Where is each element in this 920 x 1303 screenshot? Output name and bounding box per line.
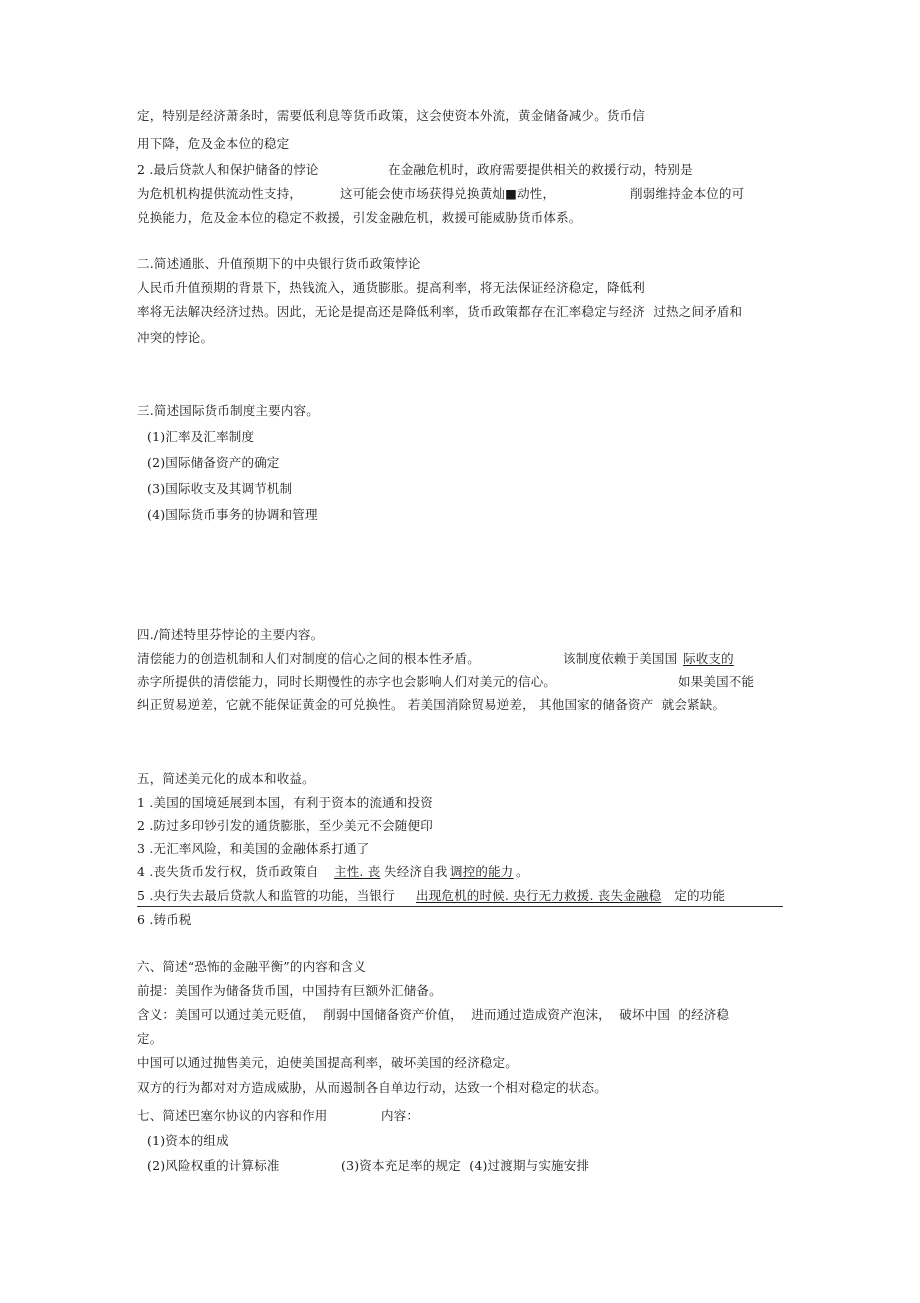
s5-heading: 五，简述美元化的成本和收益。 xyxy=(137,771,315,786)
s1-item-2-title: 2 .最后贷款人和保护储备的悖论 xyxy=(137,162,319,177)
s4-paragraph-line: 清偿能力的创造机制和人们对制度的信心之间的根本性矛盾。 xyxy=(137,651,480,666)
s2-paragraph-line: 率将无法解决经济过热。因此，无论是提高还是降低利率，货币政策都存在汇率稳定与经济 过热之间矛盾和 xyxy=(137,304,743,319)
s4-underlined-text: 际收支的 xyxy=(683,651,734,666)
s5-list-item: 1 .美国的国境延展到本国，有利于资本的流通和投资 xyxy=(137,795,433,810)
s6-paragraph-line: 双方的行为都对对方造成威胁，从而遏制各自单边行动，达致一个相对稳定的状态。 xyxy=(137,1080,607,1095)
s6-paragraph-line: 前提：美国作为储备货币国，中国持有巨额外汇储备。 xyxy=(137,983,442,998)
s7-list-item: (1)资本的组成 xyxy=(147,1133,229,1148)
s7-heading: 七、简述巴塞尔协议的内容和作用 xyxy=(137,1108,328,1123)
s1-item-2-text: 这可能会使市场获得兑换黄灿■动性， xyxy=(340,186,556,201)
s1-paragraph-line: 用下降，危及金本位的稳定 xyxy=(137,136,290,151)
horizontal-rule xyxy=(137,906,783,907)
s4-paragraph-line: 该制度依赖于美国国 xyxy=(563,651,678,666)
s5-list-item: 4 .丧失货币发行权，货币政策自 xyxy=(137,864,319,879)
s3-list-item: (3)国际收支及其调节机制 xyxy=(147,481,293,496)
s5-list-item: 定的功能 xyxy=(666,888,726,903)
s5-list-item: 。 xyxy=(516,864,529,879)
s7-list-item: (3)资本充足率的规定 (4)过渡期与实施安排 xyxy=(341,1158,590,1173)
s6-paragraph-line: 含义：美国可以通过美元贬值， 削弱中国储备资产价值， 进而通过造成资产泡沫， 破坏中国 的经济稳 xyxy=(137,1007,730,1022)
s3-heading: 三.简述国际货币制度主要内容。 xyxy=(137,403,319,418)
s3-list-item: (4)国际货币事务的协调和管理 xyxy=(147,507,318,522)
s1-item-2-text: 削弱维持金本位的可 xyxy=(630,186,745,201)
s1-item-2-text: 为危机机构提供流动性支持， xyxy=(137,186,303,201)
s6-heading: 六、简述“恐怖的金融平衡”的内容和含义 xyxy=(137,959,367,974)
s5-underlined-text: 出现危机的时候. 央行无力救援. 丧失金融稳 xyxy=(416,888,662,903)
s4-paragraph-line: 赤字所提供的清偿能力，同时长期慢性的赤字也会影响人们对美元的信心。 xyxy=(137,674,557,689)
s6-paragraph-line: 中国可以通过抛售美元，迫使美国提高利率，破坏美国的经济稳定。 xyxy=(137,1055,519,1070)
s7-content-label: 内容： xyxy=(381,1108,420,1123)
s2-paragraph-line: 人民币升值预期的背景下，热钱流入，通货膨胀。提高利率，将无法保证经济稳定，降低利 xyxy=(137,280,646,295)
s4-paragraph-line: 如果美国不能 xyxy=(678,674,755,689)
s6-paragraph-line: 定。 xyxy=(137,1031,163,1046)
s5-list-item: 5 .央行失去最后贷款人和监管的功能，当银行 xyxy=(137,888,395,903)
s5-list-item: 3 .无汇率风险，和美国的金融体系打通了 xyxy=(137,841,370,856)
s3-list-item: (2)国际储备资产的确定 xyxy=(147,455,280,470)
s5-list-item: 2 .防过多印钞引发的通货膨胀，至少美元不会随便印 xyxy=(137,818,433,833)
s1-item-2-text: 兑换能力，危及金本位的稳定不救援，引发金融危机，救援可能威胁货币体系。 xyxy=(137,210,582,225)
s5-underlined-text: 调控的能力 xyxy=(450,864,514,879)
s5-underlined-text: 主性. 丧 xyxy=(334,864,381,879)
s2-heading: 二.简述通胀、升值预期下的中央银行货币政策悖论 xyxy=(137,256,421,271)
s1-item-2-text: 在金融危机时，政府需要提供相关的救援行动，特别是 xyxy=(388,162,693,177)
s5-list-item: 失经济自我 xyxy=(384,864,448,879)
s7-list-item: (2)风险权重的计算标准 xyxy=(147,1158,280,1173)
s1-paragraph-line: 定，特别是经济萧条时，需要低利息等货币政策，这会使资本外流，黄金储备减少。货币信 xyxy=(137,108,646,123)
s4-heading: 四./简述特里芬悖论的主要内容。 xyxy=(137,627,324,642)
s2-paragraph-line: 冲突的悖论。 xyxy=(137,330,214,345)
s5-list-item: 6 .铸币税 xyxy=(137,912,192,927)
s4-paragraph-line: 纠正贸易逆差，它就不能保证黄金的可兑换性。 若美国消除贸易逆差， 其他国家的储备资产 就会紧缺。 xyxy=(137,697,726,712)
s3-list-item: (1)汇率及汇率制度 xyxy=(147,429,255,444)
